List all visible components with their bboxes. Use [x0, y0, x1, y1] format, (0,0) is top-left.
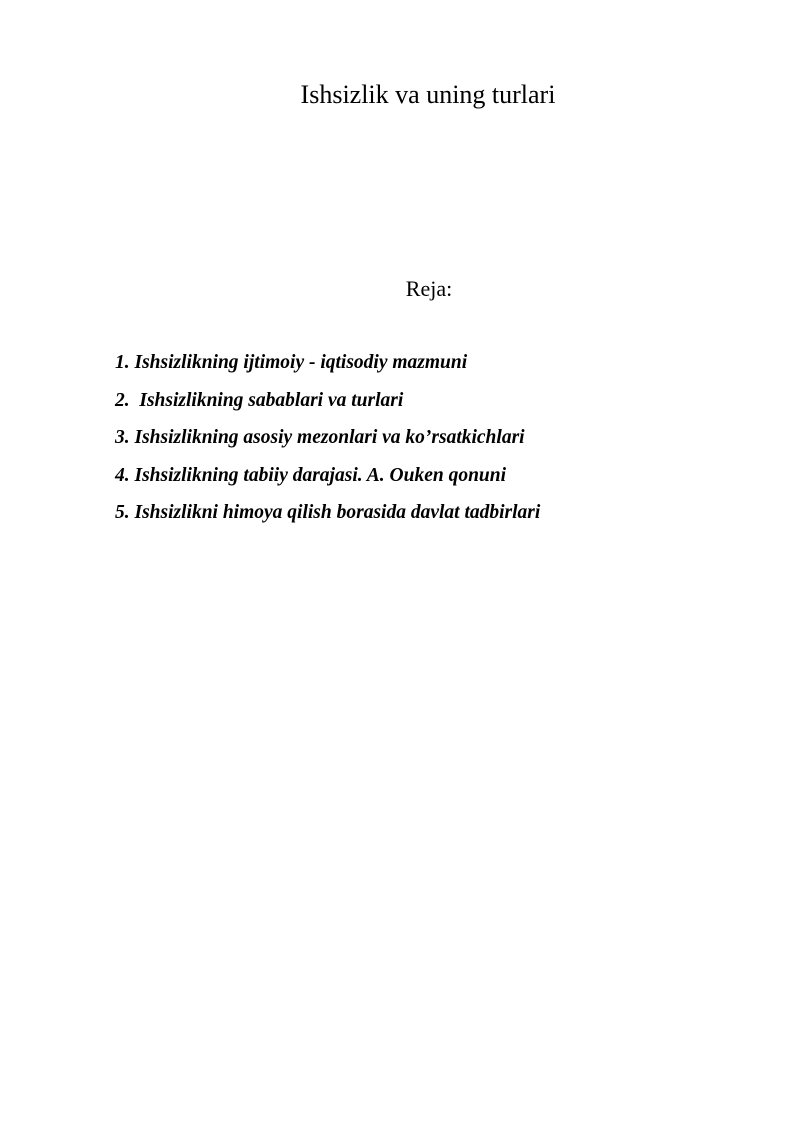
plan-item: 2. Ishsizlikning sabablari va turlari: [115, 389, 404, 411]
plan-item: 1. Ishsizlikning ijtimoiy - iqtisodiy mazmuni: [115, 352, 468, 373]
plan-list: [115, 344, 540, 532]
plan-item: 5. Ishsizlikni himoya qilish borasida davlat tadbirlari: [115, 502, 541, 523]
plan-heading: Reja:: [405, 276, 453, 301]
plan-item: 3. Ishsizlikning asosiy mezonlari va ko’rsatkichlari: [115, 427, 525, 448]
document-title: Ishsizlik va uning turlari: [300, 80, 556, 109]
plan-item: 4. Ishsizlikning tabiiy darajasi. A. Ouken qonuni: [115, 464, 507, 486]
